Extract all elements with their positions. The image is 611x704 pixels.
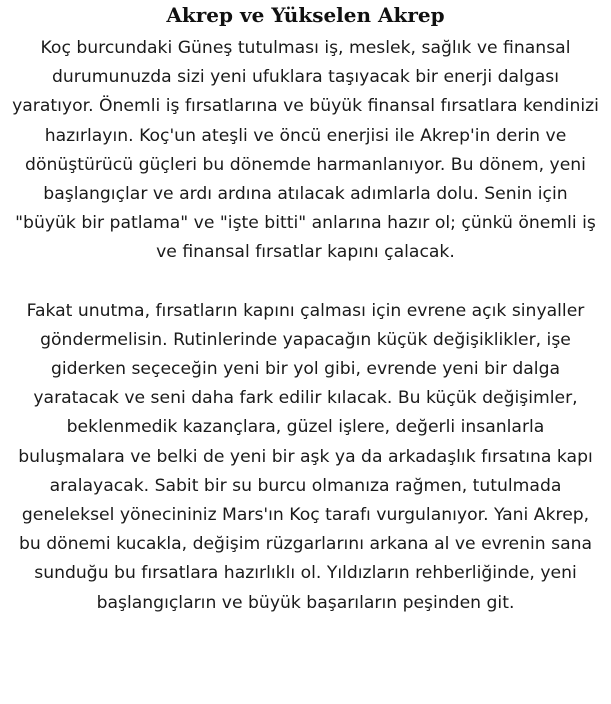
document-title: Akrep ve Yükselen Akrep bbox=[166, 3, 445, 27]
paragraph-1: Koç burcundaki Güneş tutulması iş, meslek, sağlık ve finansal durumunuzda sizi yeni ufuklara taşıyacak bir enerji dalgası yaratıyor. Önemli iş fırsatlarına ve büyük finansal fırsatlara kendinizi hazırlayın. Koç'un ateşli ve öncü enerjisi ile Akrep'in derin ve dönüştürücü güçleri bu dönemde harmanlanıyor. Bu dönem, yeni başlangıçlar ve ardı ardına atılacak adımlarla dolu. Senin için "büyük bir patlama" ve "işte bitti" anlarına hazır ol; çünkü önemli iş ve finansal fırsatlar kapını çalacak. bbox=[12, 38, 599, 263]
paragraph-2: Fakat unutma, fırsatların kapını çalması için evrene açık sinyaller göndermelisin. Rutinlerinde yapacağın küçük değişiklikler, işe giderken seçeceğin yeni bir yol gibi, evrende yeni bir dalga yaratacak ve seni daha fark edilir kılacak. Bu küçük değişimler, beklenmedik kazançlara, güzel işlere, değerli insanlarla buluşmalara ve belki de yeni bir aşk ya da arkadaşlık fırsatına kapı aralayacak. Sabit bir su burcu olmanıza rağmen, tutulmada geneleksel yönecininiz Mars'ın Koç tarafı vurgulanıyor. Yani Akrep, bu dönemi kucakla, değişim rüzgarlarını arkana al ve evrenin sana sunduğu bu fırsatlara hazırlıklı ol. Yıldızların rehberliğinde, yeni başlangıçların ve büyük başarıların peşinden git. bbox=[18, 300, 593, 613]
paragraph-spacer bbox=[12, 268, 599, 297]
